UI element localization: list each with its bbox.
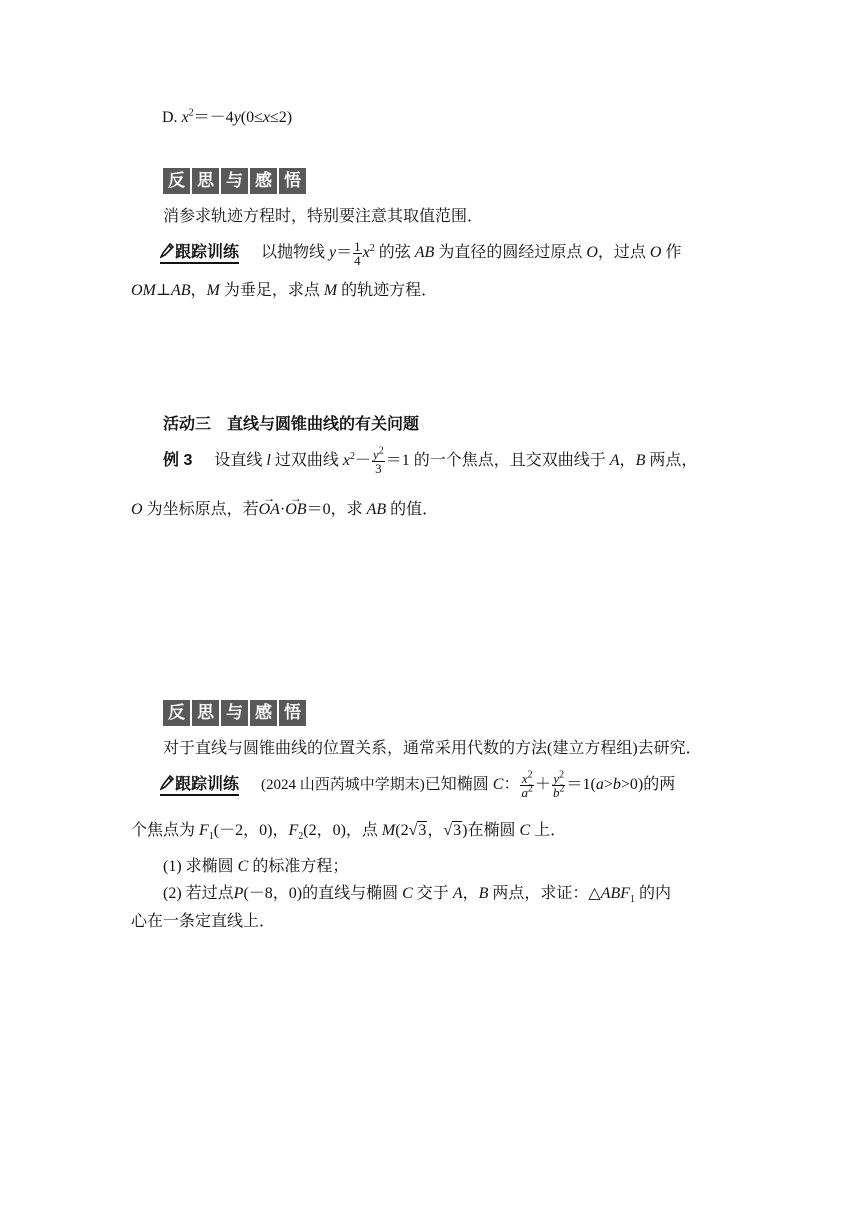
question-2-line-2: 心在一条定直线上．: [131, 913, 276, 930]
training-tag-2: 跟踪训练: [160, 776, 239, 796]
training-2-line-1: 跟踪训练 (2024 山西芮城中学期末)已知椭圆 C： $\frac{x^2}{a^2}$ ＋ $\frac{y^2}{b^2}$ ＝1(a>b>0)的两: [160, 772, 675, 799]
fraction-y2-over-b2: $\frac{y^2}{b^2}$: [552, 769, 565, 800]
source-citation: (2024 山西芮城中学期末): [261, 777, 425, 794]
training-1-line-1: 跟踪训练 以抛物线 y＝ $\frac{1}{4}$ $x^2$ 的弦 AB 为直径的圆经过原点 O，过点 O 作: [160, 240, 682, 267]
reflection-note: 消参求轨迹方程时，特别要注意其取值范围．: [163, 208, 484, 225]
option-d: D. $x^2=-4y(0\le x\le 2)$: [162, 107, 293, 126]
training-tag: 跟踪训练: [160, 244, 239, 264]
reflection-banner-2: 反 思 与 感 悟: [163, 700, 306, 726]
example-3-line-2: O 为坐标原点，若→ OA·→ OB＝0，求 AB 的值．: [131, 500, 438, 520]
example-label: 例 3: [163, 452, 193, 470]
sqrt-3: √3: [408, 822, 427, 839]
question-1: (1) 求椭圆 C 的标准方程；: [163, 858, 349, 875]
fraction-one-quarter: $\frac{1}{4}$: [354, 239, 361, 268]
training-2-line-2: 个焦点为 $F_1(-2$，0)，$F_2(2$，0)，点 M(2√3，√3)在椭圆 C 上．: [131, 822, 567, 843]
training-1-line-2: OM⊥AB，M 为垂足，求点 M 的轨迹方程．: [131, 282, 438, 299]
question-2-line-1: (2) 若过点P(－8，0)的直线与椭圆 C 交于 A，B 两点，求证：$\triangle ABF_1$ 的内: [163, 885, 672, 906]
fraction-x2-over-a2: $\frac{x^2}{a^2}$: [521, 769, 533, 800]
reflection-note-2: 对于直线与圆锥曲线的位置关系，通常采用代数的方法(建立方程组)去研究．: [163, 740, 702, 757]
vector-oa: → OA: [259, 500, 280, 520]
reflection-banner: 反 思 与 感 悟: [163, 168, 306, 194]
pencil-icon: [160, 243, 174, 259]
activity-3-heading: 活动三 直线与圆锥曲线的有关问题: [163, 416, 420, 433]
sqrt-3-b: √3: [443, 822, 462, 839]
vector-ob: → OB: [285, 500, 306, 520]
example-3-line-1: 例 3 设直线 l 过双曲线 $x^2-$ $\frac{y^2}{3}$ ＝1 的一个焦点，且交双曲线于 A，B 两点，: [163, 445, 698, 476]
fraction-y2-over-3: $\frac{y^2}{3}$: [372, 445, 384, 476]
pencil-icon: [160, 775, 174, 791]
